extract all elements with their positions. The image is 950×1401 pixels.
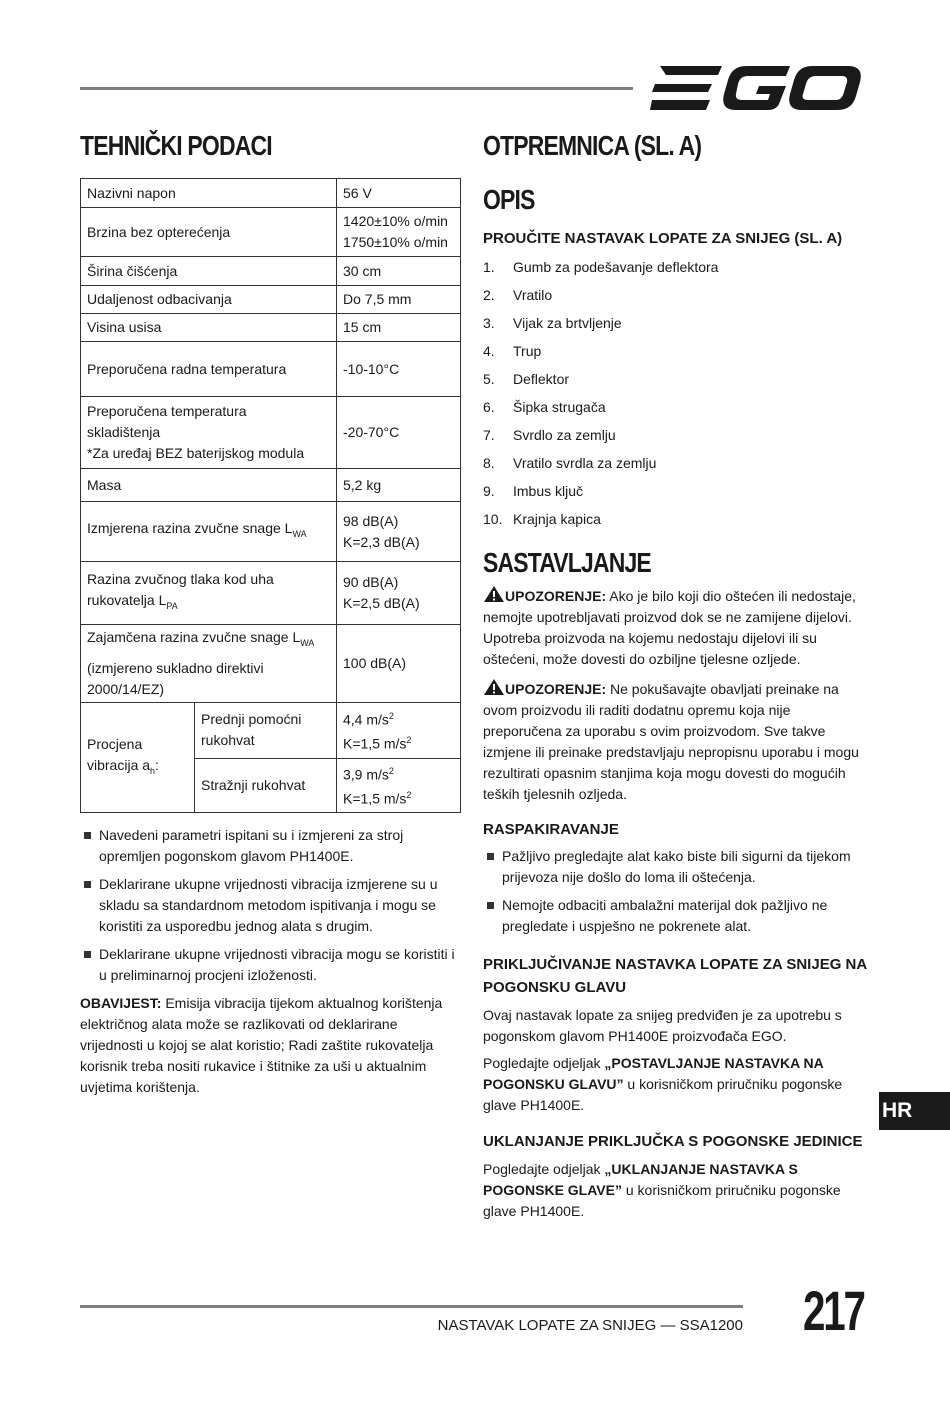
superscript: 2 [406, 790, 412, 801]
part-number: 6. [483, 399, 495, 415]
spec-label-line: Razina zvučnog tlaka kod uha [87, 571, 274, 588]
superscript: 2 [406, 735, 412, 746]
list-item [483, 449, 868, 477]
part-number: 8. [483, 455, 495, 471]
part-number: 10. [483, 511, 503, 527]
unpack-heading: RASPAKIRAVANJE [483, 821, 619, 838]
front-handle-label-line: Prednji pomoćni [201, 711, 302, 728]
part-name: Deflektor [513, 371, 570, 387]
subscript: PA [166, 600, 178, 611]
table-row [81, 314, 461, 342]
spec-value-line: 98 dB(A) [343, 512, 399, 529]
spec-value: 100 dB(A) [337, 625, 461, 703]
spec-value-line: 90 dB(A) [343, 574, 399, 590]
spec-value-line: 1420±10% o/min [343, 213, 448, 229]
part-number: 3. [483, 315, 495, 331]
spec-value [337, 502, 461, 562]
vibration-label-line [87, 755, 188, 782]
table-row [81, 397, 461, 469]
spec-value [337, 208, 461, 257]
part-name: Krajnja kapica [513, 511, 601, 527]
ref-text: Pogledajte odjeljak [483, 1161, 605, 1177]
spec-label: Brzina bez opterećenja [81, 208, 337, 257]
value-line [343, 706, 454, 731]
list-item [483, 309, 868, 337]
list-item [483, 253, 868, 281]
value-line [343, 785, 454, 810]
spec-label-line: *Za uređaj BEZ baterijskog modula [87, 445, 305, 461]
table-row [81, 562, 461, 625]
list-item [483, 281, 868, 309]
part-name: Vratilo svrdla za zemlju [513, 455, 657, 471]
value-line [343, 730, 454, 755]
part-name: Vijak za brtvljenje [513, 315, 622, 331]
list-item [483, 505, 868, 533]
table-row [81, 342, 461, 397]
right-column [483, 130, 868, 1222]
warning-icon [483, 585, 505, 603]
warning-paragraph [483, 585, 868, 670]
list-item: Navedeni parametri ispitani su i izmjereni za stroj opremljen pogonskom glavom PH1400E. [80, 825, 461, 867]
subscript: WA [300, 637, 315, 648]
ref-text: u korisničkom priručniku pogonske glave PH1400E. [483, 1076, 843, 1113]
attach-reference [483, 1053, 868, 1116]
spec-label: Širina čišćenja [81, 257, 337, 286]
part-number: 9. [483, 483, 495, 499]
attach-paragraph: Ovaj nastavak lopate za snijeg predviđen je za upotrebu s pogonskom glavom PH1400E proizvođača EGO. [483, 1007, 842, 1044]
warning-icon [483, 678, 505, 696]
spec-value-line: K=2,3 dB(A) [343, 533, 420, 550]
vibration-table [80, 702, 461, 813]
value-text: 4,4 m/s [343, 711, 389, 728]
remove-reference [483, 1159, 868, 1222]
part-number: 1. [483, 259, 495, 275]
table-row [81, 179, 461, 208]
warning-paragraph [483, 678, 868, 805]
spec-table [80, 178, 461, 703]
spec-label [81, 397, 337, 469]
ref-text: Pogledajte odjeljak [483, 1055, 605, 1071]
warning-label: UPOZORENJE: [505, 588, 607, 604]
spec-label-text: rukovatelja L [87, 592, 167, 609]
spec-value: 15 cm [337, 314, 461, 342]
list-item [483, 393, 868, 421]
table-row [81, 702, 461, 758]
warning-text: Ako je bilo koji dio oštećen ili nedostaje, nemojte upotrebljavati proizvod dok se ne zamijene dijelovi. Upotreba proizvoda na kojemu nedostaju dijelovi ili su oštećeni, može dovesti do ozbiljne tjelesne ozljede. [483, 588, 856, 667]
part-number: 7. [483, 427, 495, 443]
value-text: 3,9 m/s [343, 766, 389, 783]
vibration-label-line: Procjena [87, 735, 143, 752]
spec-label-text: Zajamčena razina zvučne snage L [87, 629, 301, 645]
ref-section: „UKLANJANJE NASTAVKA S POGONSKE GLAVE” [483, 1161, 798, 1198]
unpack-list [483, 846, 868, 937]
ego-logo [650, 62, 862, 114]
tech-data-title: TEHNIČKI PODACI [80, 130, 272, 161]
front-handle-label [195, 702, 337, 758]
list-item [483, 421, 868, 449]
assembly-title: SASTAVLJANJE [483, 547, 651, 578]
list-item: Nemojte odbaciti ambalažni materijal dok pažljivo ne pregledate i uspješno ne pokrenete alat. [483, 895, 868, 937]
description-title: OPIS [483, 184, 535, 215]
part-name: Svrdlo za zemlju [513, 427, 616, 443]
part-name: Šipka strugača [513, 399, 606, 415]
spec-label: Visina usisa [81, 314, 337, 342]
footer-rule [80, 1305, 743, 1308]
table-row [81, 502, 461, 562]
superscript: 2 [388, 765, 394, 776]
spec-value: -10-10°C [337, 342, 461, 397]
part-number: 2. [483, 287, 495, 303]
page-number: 217 [803, 1279, 864, 1342]
spec-value-line: 1750±10% o/min [343, 234, 448, 250]
spec-label [81, 625, 337, 703]
table-row [81, 286, 461, 314]
value-text: K=1,5 m/s [343, 735, 407, 752]
part-name: Imbus ključ [513, 483, 584, 499]
superscript: 2 [388, 710, 394, 721]
attach-heading: PRIKLJUČIVANJE NASTAVKA LOPATE ZA SNIJEG NA POGONSKU GLAVU [483, 956, 867, 996]
package-title: OTPREMNICA (SL. A) [483, 130, 702, 161]
table-row [81, 257, 461, 286]
subscript: WA [292, 528, 307, 539]
part-number: 5. [483, 371, 495, 387]
part-name: Trup [513, 343, 542, 359]
list-item [483, 337, 868, 365]
spec-value: Do 7,5 mm [337, 286, 461, 314]
front-handle-label-line: rukohvat [201, 732, 255, 749]
part-name: Vratilo [513, 287, 553, 303]
value-text: K=1,5 m/s [343, 791, 407, 808]
spec-label-line: (izmjereno sukladno direktivi [87, 659, 264, 676]
spec-label [81, 502, 337, 562]
part-number: 4. [483, 343, 495, 359]
footer-title: NASTAVAK LOPATE ZA SNIJEG — SSA1200 [437, 1317, 743, 1334]
spec-value: 5,2 kg [337, 469, 461, 502]
rear-handle-value [337, 758, 461, 812]
list-item [483, 365, 868, 393]
spec-label-line [87, 627, 330, 654]
left-column [80, 130, 461, 1098]
spec-label-line [87, 590, 330, 617]
spec-value: 56 V [337, 179, 461, 208]
table-row [81, 208, 461, 257]
spec-notes-list [80, 825, 461, 986]
parts-list [483, 253, 868, 533]
table-row [81, 469, 461, 502]
vibration-colon: : [155, 756, 159, 773]
vibration-label-text: vibracija a [87, 756, 151, 773]
spec-label-line: skladištenja [87, 424, 161, 440]
warning-label: UPOZORENJE: [505, 681, 607, 697]
spec-label-line: Preporučena temperatura [87, 403, 247, 419]
spec-label: Masa [81, 469, 337, 502]
spec-value: -20-70°C [337, 397, 461, 469]
ref-text: u korisničkom priručniku pogonske glave PH1400E. [483, 1182, 841, 1219]
spec-label: Nazivni napon [81, 179, 337, 208]
list-item: Deklarirane ukupne vrijednosti vibracija mogu se koristiti i u preliminarnoj procjeni izloženosti. [80, 944, 461, 986]
subscript: h [150, 765, 156, 776]
rear-handle-label: Stražnji rukohvat [195, 758, 337, 812]
value-line [343, 761, 454, 786]
part-name: Gumb za podešavanje deflektora [513, 259, 719, 275]
front-handle-value [337, 702, 461, 758]
spec-label-line: 2000/14/EZ) [87, 680, 165, 697]
notice-label: OBAVIJEST: [80, 995, 162, 1012]
spec-value [337, 562, 461, 625]
language-tab: HR [879, 1092, 950, 1130]
list-item: Deklarirane ukupne vrijednosti vibracija izmjerene su u skladu sa standardnom metodom ispitivanja i mogu se koristiti za usporedbu jednog alata s drugim. [80, 874, 461, 937]
notice-text: Emisija vibracija tijekom aktualnog korištenja električnog alata može se razlikovati od deklarirane vrijednosti u kojoj se alat koristio; Radi zaštite rukovatelja korisnik treba nositi rukavice i štitnike za uši u aktualnim uvjetima korištenja. [80, 995, 443, 1096]
ref-section: „POSTAVLJANJE NASTAVKA NA POGONSKU GLAVU” [483, 1055, 824, 1092]
list-item: Pažljivo pregledajte alat kako biste bili sigurni da tijekom prijevoza nije došlo do loma ili oštećenja. [483, 846, 868, 888]
warning-text: Ne pokušavajte obavljati preinake na ovom proizvodu ili raditi dodatnu opremu koja nije preporučena za uporabu s ovim proizvodom. Sve takve izmjene ili preinake predstavljaju nepropisnu uporabu i mogu rezultirati opasnim stanjima koja mogu dovesti do mogućih teških tjelesnih ozljeda. [483, 681, 859, 802]
spec-label-text: Izmjerena razina zvučne snage L [87, 520, 293, 537]
remove-heading: UKLANJANJE PRIKLJUČKA S POGONSKE JEDINICE [483, 1133, 863, 1150]
table-row [81, 625, 461, 703]
spec-label: Preporučena radna temperatura [81, 342, 337, 397]
study-heading: PROUČITE NASTAVAK LOPATE ZA SNIJEG (SL. A) [483, 230, 843, 247]
list-item [483, 477, 868, 505]
spec-value: 30 cm [337, 257, 461, 286]
header-rule [80, 87, 633, 90]
notice-paragraph [80, 993, 461, 1098]
vibration-label [81, 702, 195, 812]
spec-value-line: K=2,5 dB(A) [343, 595, 420, 611]
spec-label [81, 562, 337, 625]
spec-label: Udaljenost odbacivanja [81, 286, 337, 314]
